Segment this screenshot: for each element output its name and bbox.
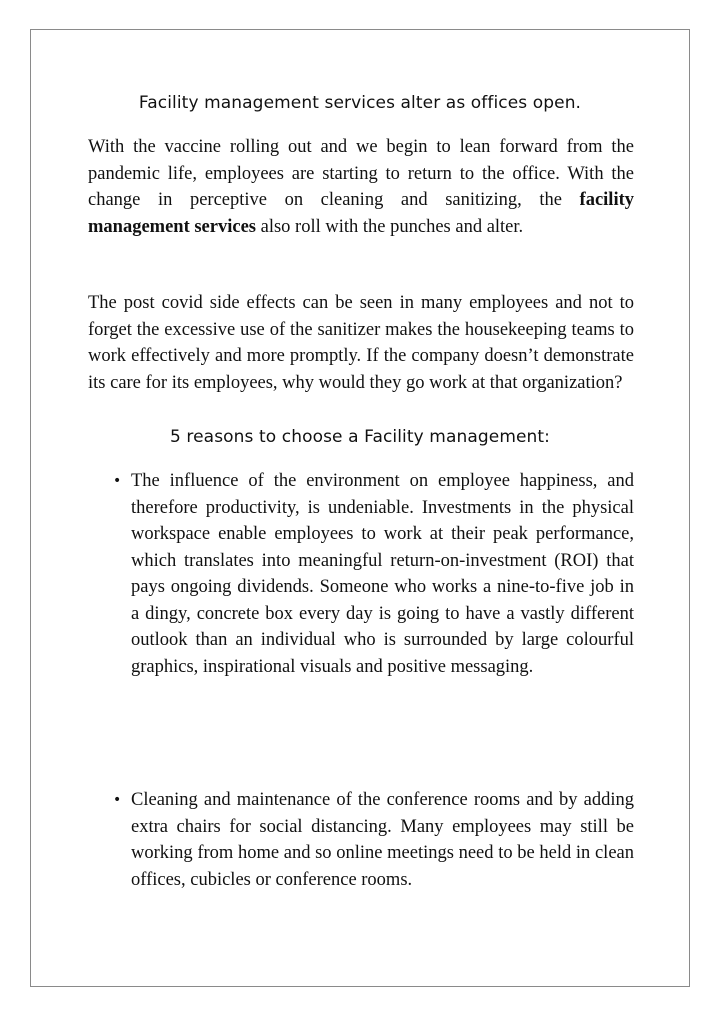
list-item-text: Cleaning and maintenance of the conference rooms and by adding extra chairs for social distancing. Many employees may still be working from home and so online meetings need to be held in clean offices, cubicles or conference rooms.	[131, 790, 634, 890]
document-page	[30, 29, 690, 987]
intro-bold-phrase: facility management services	[88, 190, 634, 237]
intro-paragraph	[88, 134, 634, 240]
intro-text-start: With the vaccine rolling out and we begin to lean forward from the pandemic life, employees are starting to return to the office. With the change in perceptive on cleaning and sanitizing, the	[88, 137, 634, 210]
bullet-icon: •	[113, 792, 122, 808]
section-subtitle: 5 reasons to choose a Facility management:	[169, 427, 551, 447]
intro-text-end: also roll with the punches and alter.	[256, 216, 524, 237]
document-title: Facility management services alter as offices open.	[138, 93, 582, 113]
list-item-text: The influence of the environment on employee happiness, and therefore productivity, is undeniable. Investments in the physical workspace enable employees to work at their peak performance, which translates into meaningful return-on-investment (ROI) that pays ongoing dividends. Someone who works a nine-to-five job in a dingy, concrete box every day is going to have a vastly different outlook than an individual who is surrounded by large colourful graphics, inspirational visuals and positive messaging.	[131, 471, 634, 677]
bullet-icon: •	[113, 473, 122, 489]
covid-paragraph: The post covid side effects can be seen in many employees and not to forget the excessive use of the sanitizer makes the housekeeping teams to work effectively and more promptly. If the company doesn’t demonstrate its care for its employees, why would they go work at that organization?	[88, 293, 634, 393]
